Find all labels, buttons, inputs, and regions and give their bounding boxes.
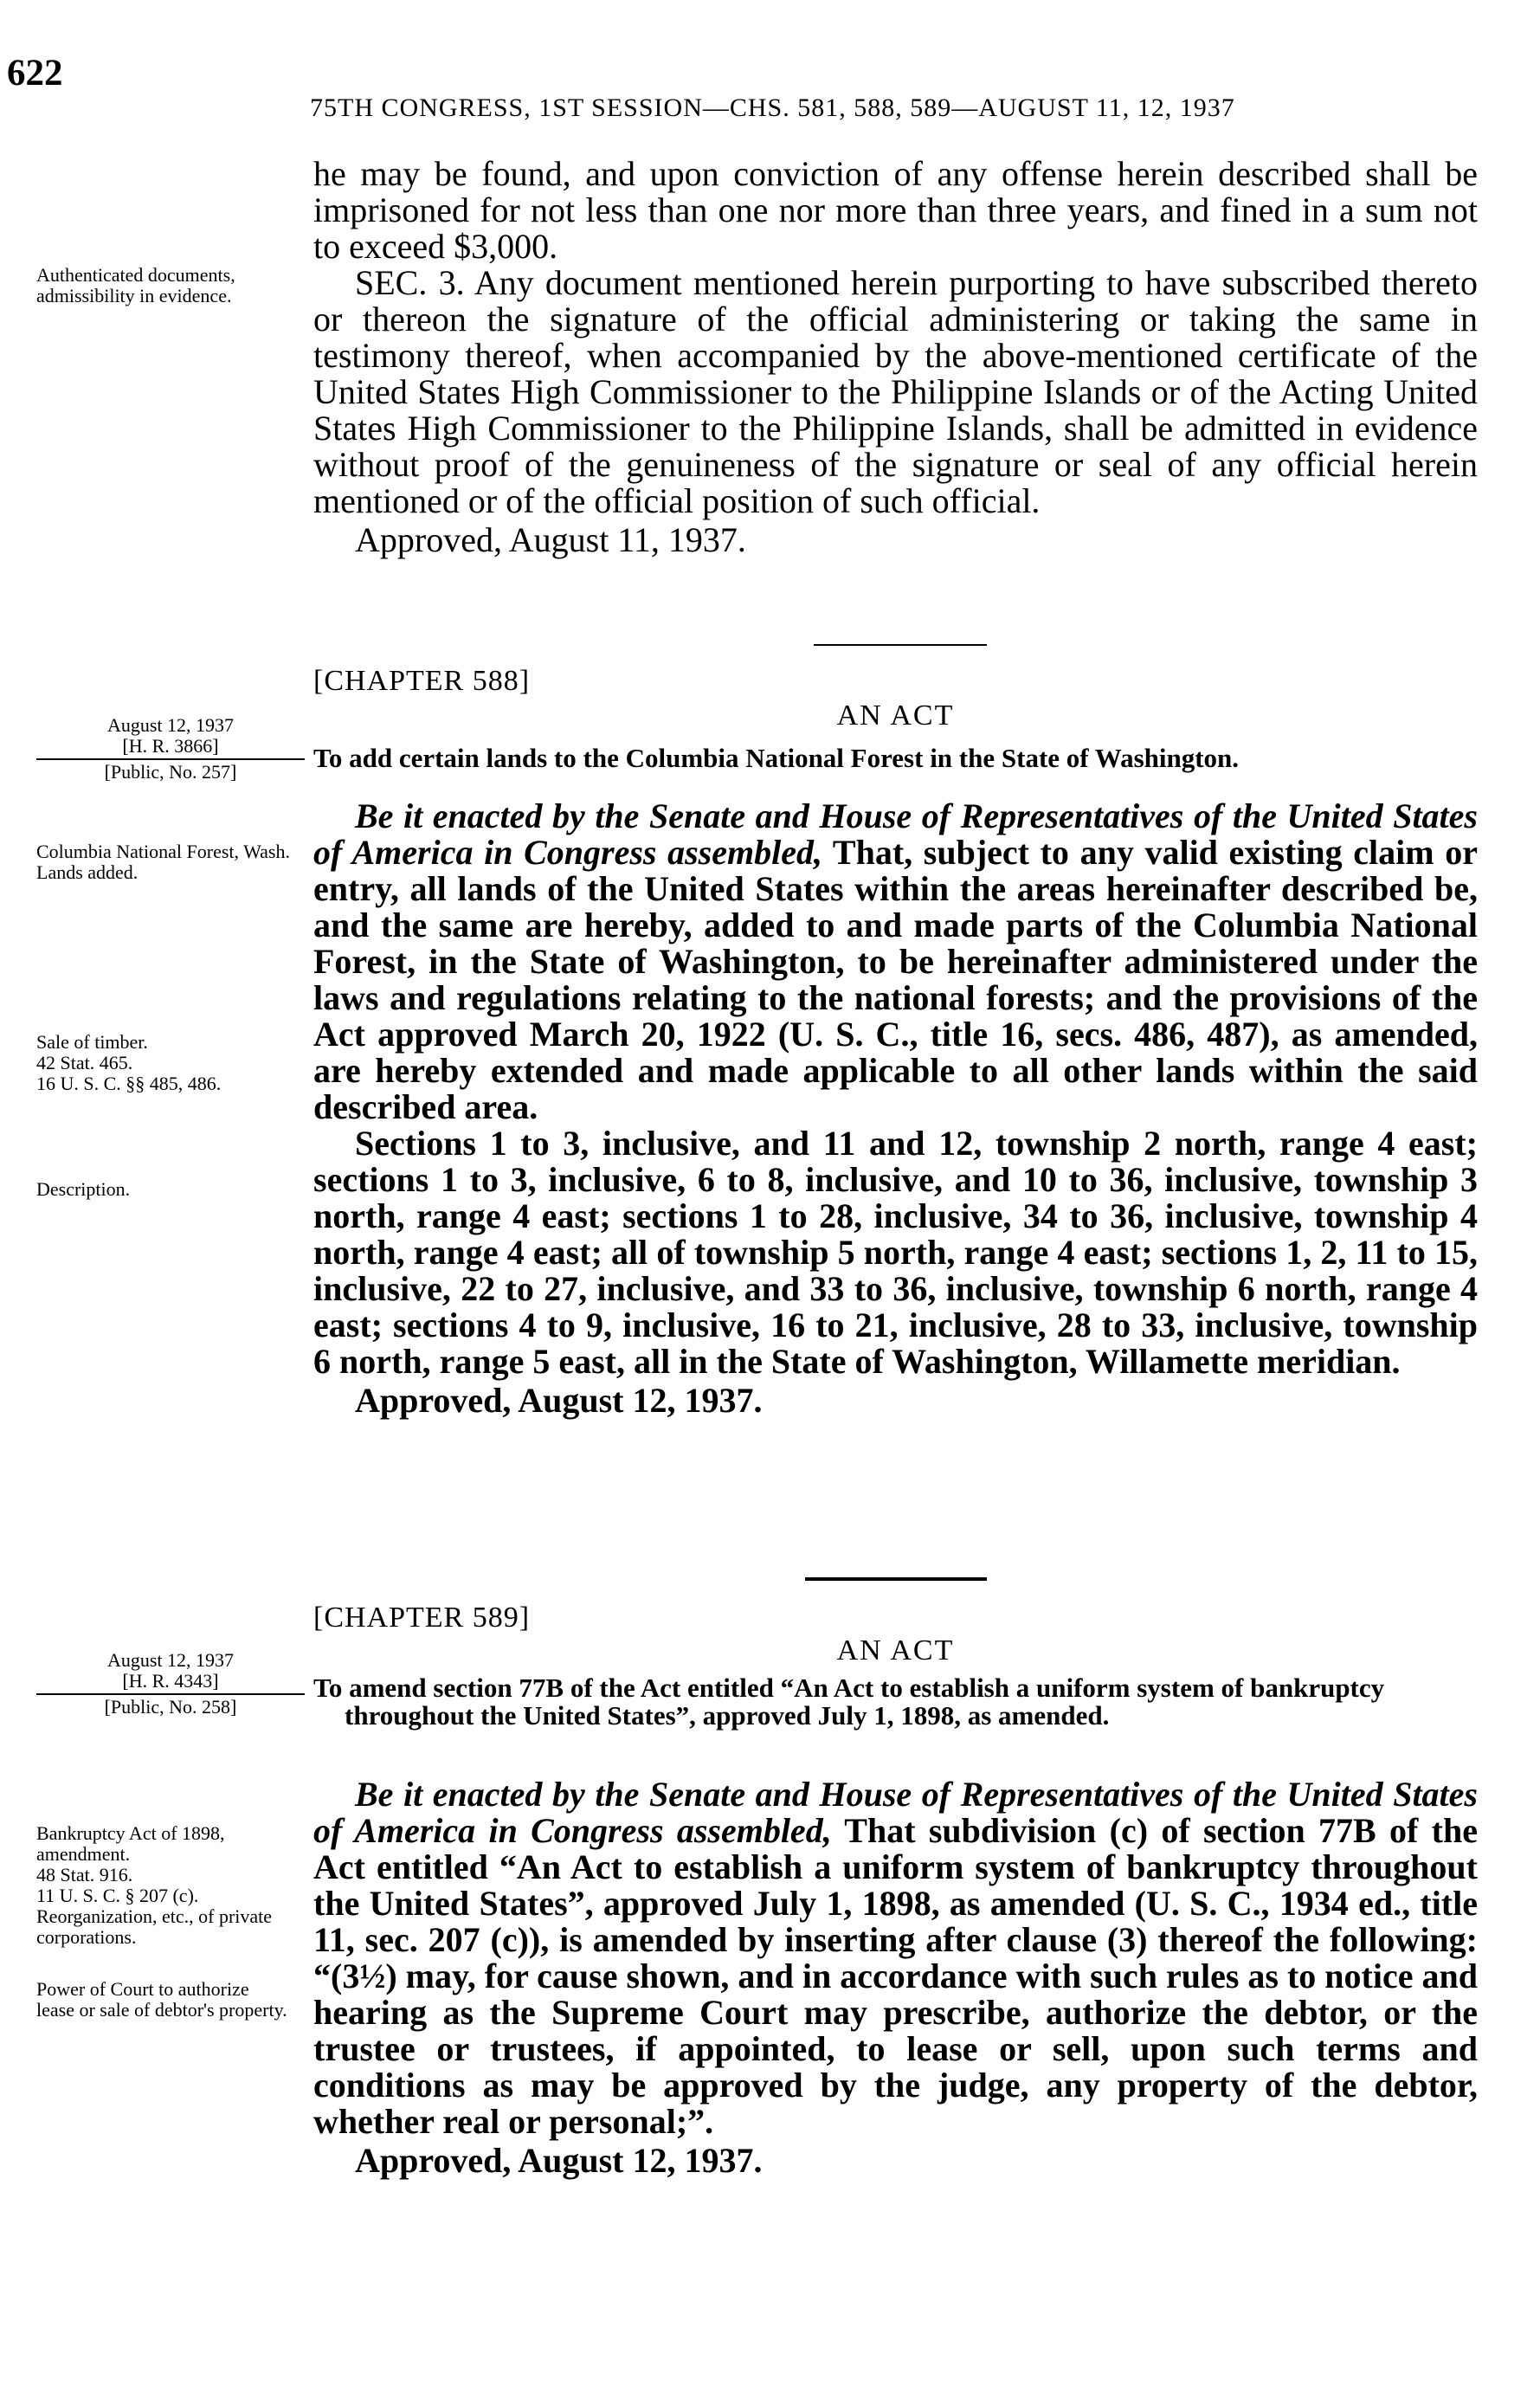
page-number: 622 (7, 53, 63, 93)
chapter-581-continuation (313, 156, 1478, 559)
chapter-588-date-block (36, 715, 305, 783)
chapter-589-date-block (36, 1650, 305, 1718)
chapter-589-act-heading: AN ACT (836, 1634, 955, 1666)
chapter-588-act-heading: AN ACT (836, 699, 955, 732)
margin-note-description: Description. (36, 1178, 131, 1200)
margin-note-citation-42-stat: 42 Stat. 465. (36, 1052, 133, 1073)
continuation-paragraph: he may be found, and upon conviction of any offense herein described shall be imprisoned for not less than one nor more than three years, and fined in a sum not to exceed $3,000. (313, 154, 1478, 266)
chapter-589-date: August 12, 1937 (106, 1649, 235, 1671)
approved-line-581: Approved, August 11, 1937. (355, 520, 746, 559)
margin-note-bankruptcy-act: Bankruptcy Act of 1898, amendment. (36, 1822, 225, 1865)
approved-line-588: Approved, August 12, 1937. (355, 1381, 763, 1420)
chapter-589-bill: [H. R. 4343] (122, 1670, 219, 1692)
margin-note-reorganization: Reorganization, etc., of private corporations. (36, 1905, 273, 1948)
margin-note-citation-48-stat: 48 Stat. 916. (36, 1864, 133, 1886)
section-3-paragraph (313, 265, 1478, 519)
margin-note-citation-11-usc: 11 U. S. C. § 207 (c). (36, 1885, 199, 1906)
chapter-588-label: [CHAPTER 588] (313, 665, 531, 697)
chapter-589-body (313, 1776, 1478, 2180)
chapter-588-title: To add certain lands to the Columbia National Forest in the State of Washington. (313, 743, 1240, 773)
margin-note-authenticated-documents: Authenticated documents, admissibility in evidence. (36, 264, 235, 306)
chapter-589-public-law: [Public, No. 258] (104, 1696, 237, 1718)
chapter-589-label: [CHAPTER 589] (313, 1602, 531, 1634)
chapter-588-enacting-clause: Be it enacted by the Senate and House of Representatives of the United States of America in Congress assembled, (313, 796, 1478, 872)
chapter-588-date: August 12, 1937 (106, 714, 235, 736)
section-3-label: SEC. 3. (355, 263, 465, 302)
chapter-588-public-law: [Public, No. 257] (104, 761, 237, 783)
chapter-588-description-paragraph: Sections 1 to 3, inclusive, and 11 and 12, township 2 north, range 4 east; sections 1 to 3, inclusive, 6 to 8, inclusive, and 10 to 36, inclusive, township 3 north, range 4 east; sections 1 to 28, inclusive, 34 to 36, inclusive, township 4 north, range 4 east; all of township 5 north, range 4 east; sections 1, 2, 11 to 15, inclusive, 22 to 27, inclusive, and 33 to 36, inclusive, township 6 north, range 4 east; sections 4 to 9, inclusive, 16 to 21, inclusive, 28 to 33, inclusive, township 6 north, range 5 east, all in the State of Washington, Willamette meridian. (313, 1124, 1478, 1381)
margin-note-sale-of-timber: Sale of timber. (36, 1031, 148, 1053)
margin-note-lands-added: Columbia National Forest, Wash. Lands added. (36, 841, 290, 883)
chapter-588-bill: [H. R. 3866] (122, 735, 219, 757)
chapter-589-enacting-clause: Be it enacted by the Senate and House of Representatives of the United States of America in Congress assembled, (313, 1775, 1478, 1850)
approved-line-589: Approved, August 12, 1937. (355, 2141, 763, 2180)
chapter-589-title: To amend section 77B of the Act entitled “An Act to establish a uniform system of bankruptcy throughout the United States”, approved July 1, 1898, as amended. (313, 1673, 1385, 1731)
chapter-588-enactment-paragraph (313, 798, 1478, 1125)
date-separator (36, 758, 305, 760)
margin-note-power-of-court: Power of Court to authorize lease or sale of debtor's property. (36, 1978, 287, 2021)
date-separator (36, 1693, 305, 1695)
chapter-divider (805, 1577, 987, 1581)
chapter-589-enactment-paragraph (313, 1776, 1478, 2140)
margin-note-citation-16-usc: 16 U. S. C. §§ 485, 486. (36, 1073, 222, 1094)
section-3-text: Any document mentioned herein purporting to have subscribed thereto or thereon the signature of the official administering or taking the same in testimony thereof, when accompanied by the above-mentioned certificate of the United States High Commissioner to the Philippine Islands or of the Acting United States High Commissioner to the Philippine Islands, shall be admitted in evidence without proof of the genuineness of the signature or seal of any official herein mentioned or of the official position of such official. (313, 263, 1478, 520)
chapter-588-body-text: That, subject to any valid existing claim or entry, all lands of the United States within the areas hereinafter described be, and the same are hereby, added to and made parts of the Columbia National Forest, in the State of Washington, to be hereinafter administered under the laws and regulations relating to the national forests; and the provisions of the Act approved March 20, 1922 (U. S. C., title 16, secs. 486, 487), as amended, are hereby extended and made applicable to all other lands within the said described area. (313, 833, 1478, 1126)
section-divider (814, 644, 987, 646)
running-head: 75TH CONGRESS, 1ST SESSION—CHS. 581, 588, 589—AUGUST 11, 12, 1937 (310, 93, 1235, 122)
chapter-589-body-text: That subdivision (c) of section 77B of the Act entitled “An Act to establish a uniform system of bankruptcy throughout the United States”, approved July 1, 1898, as amended (U. S. C., 1934 ed., title 11, sec. 207 (c)), is amended by inserting after clause (3) thereof the following: “(3½) may, for cause shown, and in accordance with such rules as to notice and hearing as the Supreme Court may prescribe, authorize the debtor, or the trustee or trustees, if appointed, to lease or sell, upon such terms and conditions as may be approved by the judge, any property of the debtor, whether real or personal;”. (313, 1811, 1478, 2141)
chapter-588-body (313, 798, 1478, 1420)
